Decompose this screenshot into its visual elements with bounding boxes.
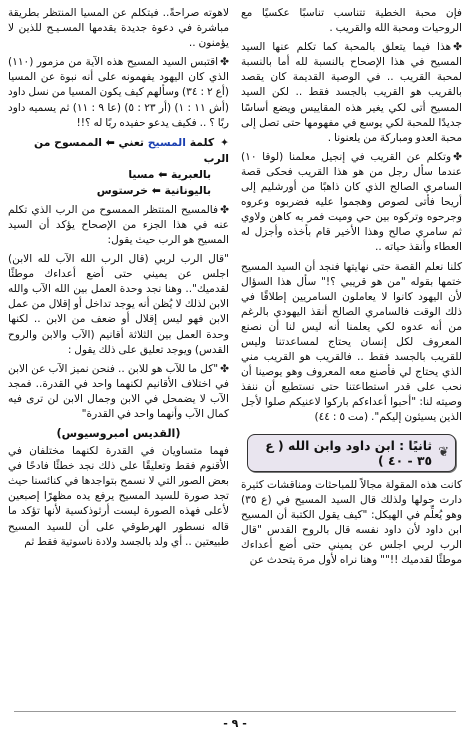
paragraph: فإن محبة الخطية تتناسب تناسبًا عكسيًا مع الروحيات ومحبة الله والقريب .: [241, 7, 462, 35]
paragraph: لاهوته صراحةً.. فيتكلم عن المسيا المنتظر بطريقة مباشرة في دعوة جديدة يقدمها المسـيـح للذين لا يؤمنون ..: [8, 7, 229, 50]
citation: (القديس امبروسيوس): [56, 427, 181, 441]
star-bullet-icon: ✦: [219, 135, 229, 149]
footer-rule: [14, 711, 456, 712]
keyword-hebrew: بالعبرية ⬅ مسيا: [128, 167, 211, 181]
keyword-term: المسيح: [147, 135, 186, 149]
keyword-greek: باليونانية ⬅ خرستوس: [96, 183, 211, 197]
section-heading-box: [247, 434, 456, 472]
page-number: - ٩ -: [223, 717, 247, 730]
quotation-paragraph: ✤"كل ما للآب هو للابن .. فنحن نميز الآب عن الابن في اختلاف الأقانيم لكنهما واحد في القدرة.. فمجد الآب لا يضمحل في الابن وجمال الابن لن ترى فيه كمال الآب وأنهما واحد في القدرة": [8, 362, 229, 420]
paragraph: فهما متساويان في القدرة لكنهما مختلفان في الأقنوم فقط وتعليقًا على ذلك نجد خطئًا فادحًا في بعض الصور التي لا نسمح بتواجدها في كنائسنا حيث تجد صورة للسيد المسيح يرفع يده مظهرًا إصبعين لأعلى فهذه الصورة ليست أرثوذكسية لأنها تؤكد ما قاله نسطور الهرطوقي على أن للسيد المسيح طبيعتين .. أي ولد بالجسد ولادة ناسوتية فقط ثم: [8, 445, 229, 548]
flower-bullet-icon: ✤: [453, 150, 462, 163]
paragraph: ✤وتكلم عن القريب في إنجيل معلمنا (لوقا ١٠) عندما سأل رجل من هو هذا القريب فحكى قصة السامري الصالح الذي كان ذاهبًا من أورشليم إلى أريحا فأتى لصوص وهجموا عليه فضربوه وعروه وجرحوه وتركوه بين حي وميت فمر به كاهن ولاوي ثم سامري صالح وهذا الأخير قام بأخذه وأجزل له العطاء وأنقذ حياته ..: [241, 150, 462, 254]
flower-bullet-icon: ✤: [220, 203, 229, 216]
paragraph: ✤هذا فيما يتعلق بالمحبة كما تكلم عنها السيد المسيح في هذا الإصحاح بالنسبة لله أما بالنسبة لمحبة القريب .. في الوصية القديمة كان يقصد بالقريب هو القريب بالجسد فقط .. لكن السيد المسيح أتى لكي يغير هذه المقاييس ويضع أساسًا جديدًا للمحبة لكي يوسع في مفهومها حتى تصل إلى محبة العدو ومباركة من يلعنونا .: [241, 41, 462, 144]
fleuron-icon: ❦: [438, 445, 449, 461]
flower-bullet-icon: ✤: [220, 56, 229, 69]
paragraph: كانت هذه المقولة مجالاً للمباحثات ومناقشات كثيرة دارت حولها ولذلك قال السيد المسيح في (ع ٣٥) وهو يُعلِّم في الهيكل: "كيف يقول الكتبة أن المسيح ابن داود لأن داود نفسه قال بالروح القدس "قال الرب لربي اجلس عن يميني حتى أضع أعداءك موطئًا لقدميك !!"" وهنا نراه لأول مرة يتحدث عن: [241, 478, 462, 566]
section-heading: ثانيًا : ابن داود وابن الله ( ع ٣٥ - ٤٠ ): [265, 437, 433, 468]
paragraph: ✤فالمسيح المنتظر الممسوح من الرب الذي تكلم عنه في هذا الجزء من الإصحاح يؤكد أن السيد المسيح هو الرب حيث يقول:: [8, 203, 229, 246]
right-column: [241, 6, 462, 704]
paragraph: كلنا نعلم القصة حتى نهايتها فنجد أن السيد المسيح ختمها بقوله "من هو قريبي ؟!" سأل هذا السؤال لأن اليهود كانوا لا يعاملون السامريين إطلاقًا في ذلك الوقت فالسامري الصالح أنقذ اليهودي بالرغم من أنه عدوه لكي يعلمنا أنه ليس لنا أن نصنع المعروف لكل إنسان يحتاج لمساعدتنا وليس للقريب بالجسد فقط .. فالقريب هو القريب مني الذي يحتاج لي فأصنع معه المعروف وهو يوصينا أن نحب على قدر استطاعتنا حتى نستطيع أن ننفذ وصيته لنا: "أحبوا أعداءكم باركوا لاعنيكم صلوا لأجل الذين يسيئون إليكم". (مت ٥ : ٤٤): [241, 260, 462, 424]
left-column: [8, 6, 229, 704]
flower-bullet-icon: ✤: [220, 362, 229, 375]
keyword-definition: ✦ كلمة المسيح تعني ⬅ الممسوح من الرب: [34, 135, 229, 165]
text-columns: [8, 6, 462, 704]
quotation-paragraph: "قال الرب لربي (قال الرب الله الآب لله الابن) اجلس عن يميني حتى أضع أعداءك موطئًا لقدميك".. وهنا نجد وحدة العمل بين الله الآب والله الابن لذلك لا يُظن أنه يوجد تداخل أو إقلال من عمل الابن فهو ليس إقلال أو ضعف من الابن .. لكنها وحدة العمل بين الثلاثة أقانيم (الآب والابن والروح القدس) ويوجد تعليق على ذلك يقول :: [8, 253, 229, 356]
paragraph: ✤اقتبس السيد المسيح هذه الآية من مزمور (١١٠) الذي كان اليهود يفهمونه على أنه نبوة عن المسيا (أع ٢ : ٣٤) وسألهم كيف يكون المسيا من نسل داود (أش ١١ : ١) (أر ٢٣ : ٥) (عا ٩ : ١١) ثم يسميه داود ربًا ؟ .. فكيف يدعو حفيده ربًا له ؟!!: [8, 56, 230, 129]
flower-bullet-icon: ✤: [453, 41, 462, 54]
